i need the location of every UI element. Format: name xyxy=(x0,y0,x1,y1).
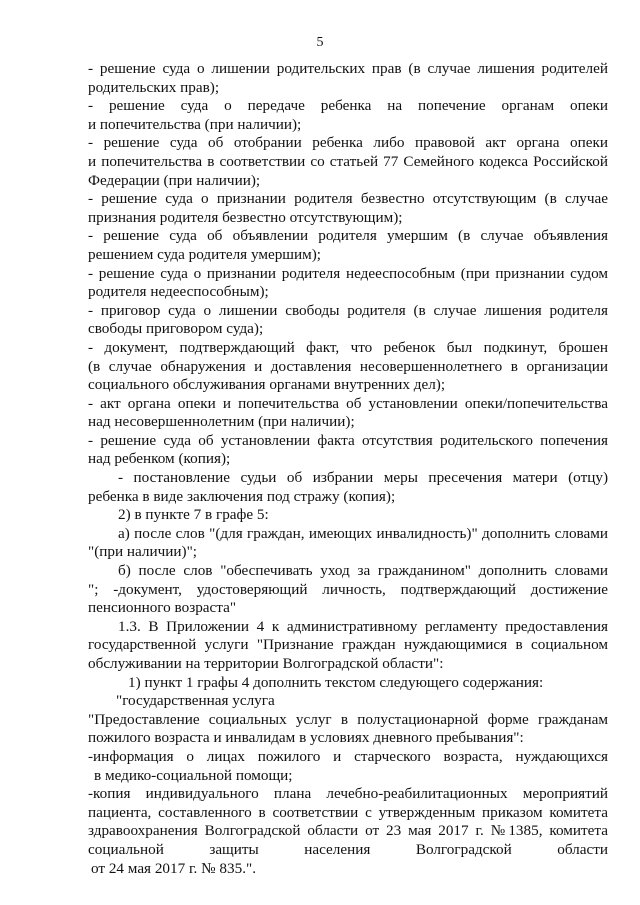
text-line: над несовершеннолетним (при наличии); xyxy=(88,413,355,431)
text-line: - решение суда об объявлении родителя умершим (в случае объявления xyxy=(88,227,608,245)
text-line: и попечительства в соответствии со статьей 77 Семейного кодекса Российской xyxy=(88,152,608,170)
text-line: 1.3. В Приложении 4 к административному регламенту предоставления xyxy=(118,617,608,635)
text-line: "государственная услуга xyxy=(116,692,275,710)
text-line: решением суда родителя умершим); xyxy=(88,245,322,263)
text-line: - решение суда о признании родителя недееспособным (при признании судом xyxy=(88,264,608,282)
text-line: родительских прав); xyxy=(88,78,220,96)
text-line: в медико-социальной помощи; xyxy=(94,766,293,784)
text-line: "Предоставление социальных услуг в полустационарной форме гражданам xyxy=(88,710,608,728)
text-line: - приговор суда о лишении свободы родителя (в случае лишения родителя xyxy=(88,301,608,319)
text-line: социального обслуживания органами внутренних дел); xyxy=(88,376,446,394)
text-line: пожилого возраста и инвалидам в условиях дневного пребывания": xyxy=(88,729,524,747)
text-line: - постановление судьи об избрании меры пресечения матери (отцу) xyxy=(118,469,608,487)
text-line: а) после слов "(для граждан, имеющих инвалидность)" дополнить словами xyxy=(118,524,608,542)
text-line: обслуживании на территории Волгоградской области": xyxy=(88,655,444,672)
text-line: ребенка в виде заключения под стражу (копия); xyxy=(88,487,396,505)
text-line: -информация о лицах пожилого и старческого возраста, нуждающихся xyxy=(88,747,608,765)
text-line: 1) пункт 1 графы 4 дополнить текстом следующего содержания: xyxy=(128,673,544,691)
text-line: здравоохранения Волгоградской области от 23 мая 2017 г. №1385, комитета xyxy=(88,822,608,840)
text-line: свободы приговором суда); xyxy=(88,320,264,338)
text-line: социальной защиты населения Волгоградской области xyxy=(88,840,608,858)
text-line: "(при наличии)"; xyxy=(88,543,197,561)
text-line: (в случае обнаружения и доставления несовершеннолетнего в организации xyxy=(88,357,608,375)
text-line: б) после слов "обеспечивать уход за гражданином" дополнить словами xyxy=(118,562,608,580)
text-line: родителя недееспособным); xyxy=(88,283,269,301)
text-line: признания родителя безвестно отсутствующим); xyxy=(88,208,403,226)
text-line: пациента, составленного в соответствии с утвержденным приказом комитета xyxy=(88,803,608,821)
text-line: - решение суда о передаче ребенка на попечение органам опеки xyxy=(88,97,608,115)
text-line: - акт органа опеки и попечительства об установлении опеки/попечительства xyxy=(88,394,608,412)
text-line: "; -документ, удостоверяющий личность, подтверждающий достижение xyxy=(88,580,608,598)
text-line: от 24 мая 2017 г. № 835.". xyxy=(91,859,256,877)
text-line: -копия индивидуального плана лечебно-реабилитационных мероприятий xyxy=(88,785,608,803)
text-line: государственной услуги "Признание граждан нуждающимися в социальном xyxy=(88,636,608,654)
document-body xyxy=(88,60,608,878)
text-line: Федерации (при наличии); xyxy=(88,171,261,189)
text-line: - документ, подтверждающий факт, что ребенок был подкинут, брошен xyxy=(88,338,608,356)
text-line: - решение суда об отобрании ребенка либо правовой акт органа опеки xyxy=(88,134,608,152)
text-line: - решение суда о признании родителя безвестно отсутствующим (в случае xyxy=(88,190,608,208)
text-line: 2) в пункте 7 в графе 5: xyxy=(118,506,269,524)
text-line: и попечительства (при наличии); xyxy=(88,115,302,133)
text-line: - решение суда о лишении родительских прав (в случае лишения родителей xyxy=(88,60,608,77)
text-line: пенсионного возраста" xyxy=(88,599,237,617)
text-line: над ребенком (копия); xyxy=(88,450,231,468)
text-line: - решение суда об установлении факта отсутствия родительского попечения xyxy=(88,431,608,449)
page-number: 5 xyxy=(316,35,324,50)
